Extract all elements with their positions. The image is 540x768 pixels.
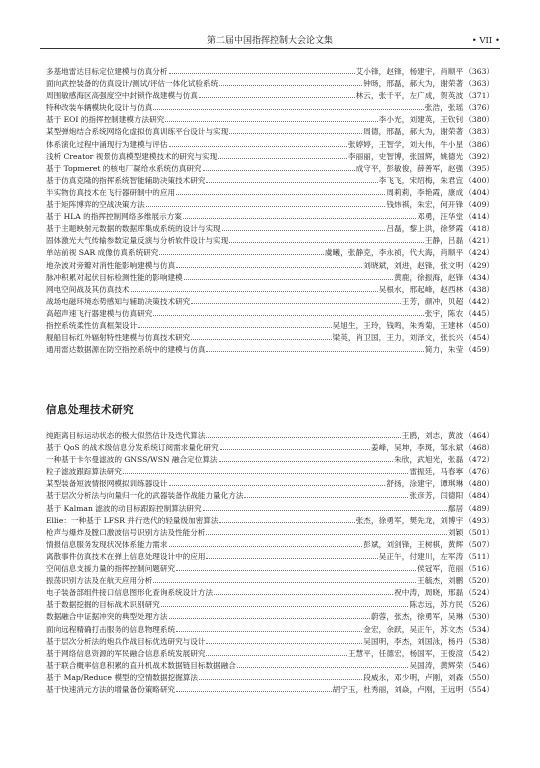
toc-entry[interactable] [46,138,494,150]
toc-entry-authors: 姜峰，吴坤，李斑，邹永斌 [370,443,464,453]
toc-entry-authors: 虞曦，张静克，李永祯，代大海，肖顺平 [324,248,464,258]
dot-leader [206,174,377,183]
dot-leader [206,526,446,535]
toc-entry-title: 数据融合中证据冲突的典型处理方法 [46,612,168,622]
toc-entry-page: （395） [464,163,494,173]
dot-leader [169,477,386,486]
dot-leader [184,271,393,280]
toc-entry[interactable] [46,283,494,295]
toc-entry-title: 情报信息服务发现状况体系能力需求 [46,539,168,549]
toc-entry-authors: 吴根水，邢起峰，赵西林 [378,284,464,294]
toc-entry-page: （468） [464,443,494,453]
dot-leader [222,222,386,231]
toc-entry-authors: 舒扬，涂建宇，谭琪琳 [386,479,464,489]
toc-entry-page: （530） [464,612,494,622]
toc-entry-authors: 王毓杰，刘鹏 [417,576,464,586]
toc-entry-title: 脉冲积累对起伏目标检测性能的影响建模 [46,272,183,282]
dot-leader [165,113,377,122]
toc-entry[interactable] [46,271,494,283]
toc-entry-authors: 朱欣，武旭光，张磊 [394,455,464,465]
toc-entry-title: 某型弹炮结合系统网络化虚拟仿真训练平台设计与实现 [46,127,229,137]
toc-entry-authors: 张浩，张瑶 [424,103,464,113]
toc-entry-title: 面向远程精确打击服务的信息物理系统 [46,624,176,634]
toc-entry-page: （392） [464,151,494,161]
toc-entry-page: （526） [464,600,494,610]
toc-entry-authors: 张杰，徐勇军，樊先龙，刘博宇 [355,515,464,525]
dot-leader [214,586,393,595]
toc-entry-title: 基于 QoS 的战术级信息分发系统订阅需求量化研究 [46,443,219,453]
toc-entry[interactable] [46,550,494,562]
toc-entry-title: 一种基于卡尔曼滤波的 GNSS/WSN 融合定位算法 [46,455,218,465]
toc-entry-authors: 张彦芳，闫德阳 [409,491,464,501]
toc-entry-title: 通用雷达数据源在防空指控系统中的建模与仿真 [46,345,206,355]
toc-entry-authors: 侯冠军，范丽 [417,564,464,574]
toc-entry-page: （434） [464,272,494,282]
toc-entry-page: （459） [464,345,494,355]
toc-entry-title: 离散事件仿真技术在弹上信息处理设计中的应用 [46,551,206,561]
dot-leader [131,283,378,292]
toc-entry[interactable] [46,186,494,198]
toc-entry-page: （524） [464,588,494,598]
toc-entry-authors: 刘晓斌，刘进，赵锋，张文明 [363,260,464,270]
toc-entry-page: （476） [464,467,494,477]
toc-entry[interactable] [46,222,494,234]
dot-leader [161,598,409,607]
dot-leader [203,162,355,171]
toc-entry-title: 纯距离目标运动状态的极大似然估计及迭代算法 [46,431,206,440]
toc-entry-title: 基于矩阵博弈的空战决策方法 [46,200,145,210]
toc-entry-page: （386） [464,139,494,149]
toc-entry-title: 基于 Kalman 滤波的动目标跟踪控制算法研究 [46,503,202,513]
dot-leader [229,125,362,134]
toc-entry[interactable] [46,65,494,77]
toc-entry[interactable] [46,259,494,271]
toc-entry-page: （429） [464,260,494,270]
dot-leader [191,295,400,304]
toc-entry-page: （511） [464,551,494,561]
toc-entry-page: （450） [464,320,494,330]
toc-entry-title: 振荡识别方法及在航天应用分析 [46,576,153,586]
toc-entry[interactable] [46,198,494,210]
dot-leader [153,307,424,316]
dot-leader [176,259,362,268]
dot-leader [206,343,423,352]
toc-entry-authors: 周莉莉，李艳霞，康成 [386,187,464,197]
dot-leader [153,574,416,583]
toc-entry[interactable] [46,429,494,441]
toc-entry-authors: 雷振廷，马春寧 [409,467,464,477]
toc-entry-title: 基于层次分析法与向量归一化的武器装备作战能力量化方法 [46,491,244,501]
toc-entry[interactable] [46,465,494,477]
toc-entry-authors: 吴国涛，黄辉荣 [409,660,464,670]
toc-entry[interactable] [46,162,494,174]
toc-entry-title: 面向武控装备的仿真设计/测试/评估一体化试验系统 [46,79,219,89]
toc-entry-authors: 胡宁玉，杜秀丽，刘焱，卢刚，王远明 [332,684,464,694]
page-number: • VII • [471,36,500,46]
toc-entry[interactable] [46,477,494,489]
toc-entry-title: 基于 Map/Reduce 模型的空情数据挖掘算法 [46,672,198,682]
dot-leader [146,198,386,207]
toc-entry-authors: 梁英，肖卫国，王力，刘泽文，张长兴 [332,333,464,343]
toc-entry-title: 基于 Topmeret 的核电厂凝给水系统仿真研究 [46,163,202,173]
toc-entry-page: （418） [464,224,494,234]
toc-entry-page: （480） [464,479,494,489]
toc-entry-page: （409） [464,200,494,210]
toc-section-simulation [46,65,494,355]
dot-leader [218,150,347,159]
toc-entry-authors: 吴正午，付建川，左军涛 [378,551,464,561]
toc-entry[interactable] [46,174,494,186]
toc-entry-authors: 李小光，刘建英，王钦钊 [378,115,464,125]
dot-leader [229,234,424,243]
toc-entry[interactable] [46,343,494,355]
toc-entry[interactable] [46,441,494,453]
dot-leader [176,186,385,195]
dot-leader [159,246,323,255]
toc-entry-authors: 张婷婷，王智学，刘大伟，牛小星 [347,139,464,149]
toc-entry-page: （400） [464,175,494,185]
toc-entry-page: （516） [464,564,494,574]
dot-leader [203,502,447,511]
toc-entry-title: 特种改装车辆模块化设计与仿真 [46,103,153,113]
dot-leader [169,538,363,547]
toc-entry[interactable] [46,659,494,671]
toc-entry-authors: 吴国明，李杰，刘国泳，杨丹 [363,636,464,646]
toc-entry-authors: 成守平，彭敏俊，薛善军，赵强 [355,163,464,173]
toc-entry[interactable] [46,538,494,550]
toc-entry-page: （472） [464,455,494,465]
toc-entry[interactable] [46,210,494,222]
toc-entry-authors: 艾小锋，赵锋，杨建宇，肖顺平 [355,67,464,76]
toc-entry-page: （438） [464,284,494,294]
toc-entry-title: 基于数据挖掘的目标战术识别研究 [46,600,160,610]
toc-entry[interactable] [46,150,494,162]
toc-entry-authors: 祝中涛，周晓，邢磊 [394,588,464,598]
toc-entry-authors: 周德，邢磊，郝大为，谢荣著 [363,127,464,137]
toc-entry[interactable] [46,598,494,610]
toc-entry[interactable] [46,586,494,598]
toc-entry-title: 高超声速飞行器建模与仿真研究 [46,308,153,318]
toc-entry-authors: 吴旭生，王玲，钱鸣，朱秀菊，王建林 [332,320,464,330]
toc-entry[interactable] [46,295,494,307]
toc-entry[interactable] [46,683,494,695]
toc-entry-title: 基于联合概率信息积累的直升机战术数据链目标数据融合 [46,660,236,670]
toc-entry[interactable] [46,623,494,635]
section-heading: 信息处理技术研究 [46,404,134,416]
toc-entry-page: （442） [464,296,494,306]
toc-entry[interactable] [46,610,494,622]
toc-entry-title: 基于快速消元方法的增量备份策略研究 [46,684,176,694]
toc-entry-page: （376） [464,103,494,113]
dot-leader [206,429,400,438]
toc-entry-title: 枪声与爆炸及膛口激波信号识别方法及性能分析 [46,527,206,537]
toc-entry-title: 战场电磁环境态势感知与辅助决策技术研究 [46,296,191,306]
toc-entry-title: 某型装备短波情报网模拟训练器设计 [46,479,168,489]
toc-entry-title: 指控系统柔性仿真框架设计 [46,320,138,330]
toc-entry-page: （520） [464,576,494,586]
dot-leader [219,453,394,462]
dot-leader [169,65,355,74]
toc-entry-authors: 陈志远，苏方民 [409,600,464,610]
dot-leader [176,623,362,632]
toc-entry-authors: 李飞飞，宋绍梅，朱君宜 [378,175,464,185]
toc-entry-page: （421） [464,236,494,246]
dot-leader [176,683,331,692]
toc-entry-page: （404） [464,187,494,197]
toc-entry[interactable] [46,514,494,526]
toc-entry-page: （534） [464,624,494,634]
toc-entry[interactable] [46,331,494,343]
toc-entry-page: （380） [464,115,494,125]
toc-entry-title: 基于 HLA 的指挥控制网络多维展示方案 [46,212,182,222]
toc-entry-authors: 刘颖 [447,527,464,537]
toc-entry-authors: 鄢居 [447,503,464,513]
toc-section-information-processing [46,429,494,695]
book-title: 第二届中国指挥控制大会论文集 [206,36,333,46]
toc-entry-page: （507） [464,539,494,549]
toc-entry[interactable] [46,574,494,586]
toc-entry-authors: 简力，朱莹 [424,345,464,355]
toc-entry-page: （383） [464,127,494,137]
toc-entry[interactable] [46,77,494,89]
toc-entry[interactable] [46,113,494,125]
dot-leader [219,514,354,523]
toc-entry-page: （501） [464,527,494,537]
toc-entry-title: 网电空间战及其仿真技术 [46,284,130,294]
toc-entry-authors: 林云，张千平，左广成，贺英波 [355,91,464,101]
toc-entry-authors: 李丽丽，史智博，张国辉，姚德光 [347,151,464,161]
toc-entry-title: 浅析 Creator 视景仿真模型建模技术的研究与实现 [46,151,218,161]
toc-entry[interactable] [46,246,494,258]
running-header [40,34,500,49]
toc-entry-title: 粒子滤波跟踪算法研究 [46,467,122,477]
dot-leader [191,331,331,340]
toc-entry[interactable] [46,526,494,538]
dot-leader [206,635,362,644]
toc-entry-authors: 钱炜祺，朱宏，何开锋 [386,200,464,210]
dot-leader [237,659,409,668]
dot-leader [153,101,424,110]
toc-entry-title: 基于网络信息资源的军民融合信息系统发展研究 [46,648,206,658]
toc-entry-title: 电子装备部组件接口信息图形化查询系统设计方法 [46,588,214,598]
toc-entry[interactable] [46,89,494,101]
toc-entry-page: （538） [464,636,494,646]
toc-entry[interactable] [46,502,494,514]
toc-entry[interactable] [46,635,494,647]
dot-leader [138,319,331,328]
toc-entry-page: （554） [464,684,494,694]
dot-leader [176,562,416,571]
dot-leader [183,210,416,219]
toc-entry-authors: 金宏，余跃，吴正午，苏文杰 [363,624,464,634]
toc-entry[interactable] [46,125,494,137]
toc-entry-page: （493） [464,515,494,525]
dot-leader [123,465,409,474]
dot-leader [219,77,362,86]
toc-entry-title: 体系演化过程中涌现行为建模与评估 [46,139,168,149]
dot-leader [206,550,377,559]
toc-entry-authors: 张宇，陈农 [424,308,464,318]
toc-entry-page: （489） [464,503,494,513]
toc-entry-page: （546） [464,660,494,670]
toc-entry-authors: 王慧平，任德宏，杨国军，王俊渲 [347,648,464,658]
toc-entry-title: 基于 EOI 的指挥控制建模方法研究 [46,115,165,125]
toc-entry-page: （484） [464,491,494,501]
toc-entry-title: 基于主题映射元数据的数据库集成系统的设计与实现 [46,224,221,234]
toc-entry[interactable] [46,647,494,659]
toc-entry[interactable] [46,489,494,501]
toc-entry[interactable] [46,453,494,465]
toc-entry-page: （363） [464,79,494,89]
toc-entry[interactable] [46,671,494,683]
toc-entry[interactable] [46,307,494,319]
toc-entry-page: （371） [464,91,494,101]
toc-entry-authors: 钟旸，邢磊，郝大为，谢荣著 [363,79,464,89]
dot-leader [244,489,408,498]
dot-leader [169,138,347,147]
toc-entry-title: 半实物仿真技术在飞行器研制中的应用 [46,187,176,197]
toc-entry-page: （424） [464,248,494,258]
toc-entry-authors: 邓勇，汪华堂 [417,212,464,222]
toc-entry-authors: 黄鹿，徐振海，赵锋 [394,272,464,282]
toc-entry-title: 周围敏感海区高强度空中封锁作战建模与仿真 [46,91,198,101]
toc-entry-authors: 王静，吕磊 [424,236,464,246]
toc-entry-title: 固体激光大气传输参数定量反演与分析软件设计与实现 [46,236,229,246]
toc-entry-title: Ellie：一种基于 LFSR 并行迭代的轻量级加密算法 [46,515,219,525]
dot-leader [199,89,355,98]
toc-entry-authors: 王芳，颜冲，贝超 [401,296,464,306]
toc-entry[interactable] [46,319,494,331]
toc-entry-authors: 王鸥，刘志，黄波 [401,431,464,440]
toc-entry-authors: 吕磊，黎上洪，徐梦霞 [386,224,464,234]
toc-entry-page: （363） [464,67,494,76]
toc-entry-title: 地杂波对旁瓣对消性能影响建模与仿真 [46,260,176,270]
toc-entry-authors: 彭斌，刘剑锋，王树棋，黄辉 [363,539,464,549]
toc-entry[interactable] [46,562,494,574]
toc-entry-page: （464） [464,431,494,440]
dot-leader [220,441,370,450]
toc-entry-title: 空间信息支援力量的指挥控制问题研究 [46,564,176,574]
dot-leader [199,671,362,680]
toc-entry-page: （550） [464,672,494,682]
toc-entry[interactable] [46,101,494,113]
toc-entry[interactable] [46,234,494,246]
dot-leader [206,647,346,656]
toc-entry-title: 舰船目标红外辐射特性建模与仿真技术研究 [46,333,191,343]
toc-entry-page: （454） [464,333,494,343]
toc-entry-title: 基于层次分析法的炮兵作战目标优选研究与设计 [46,636,206,646]
toc-entry-page: （542） [464,648,494,658]
dot-leader [169,610,370,619]
toc-entry-authors: 段威永，邓少明，卢刚，刘森 [363,672,464,682]
toc-entry-page: （414） [464,212,494,222]
toc-entry-title: 基于仿真克隆的指挥系统智能辅助决策技术研究 [46,175,206,185]
toc-entry-page: （445） [464,308,494,318]
toc-entry-title: 单站前视 SAR 成像仿真系统研究 [46,248,159,258]
toc-entry-title: 多基地雷达目标定位建模与仿真分析 [46,67,168,76]
toc-entry-authors: 蔚蓉，张杰，徐勇军，吴琳 [370,612,464,622]
